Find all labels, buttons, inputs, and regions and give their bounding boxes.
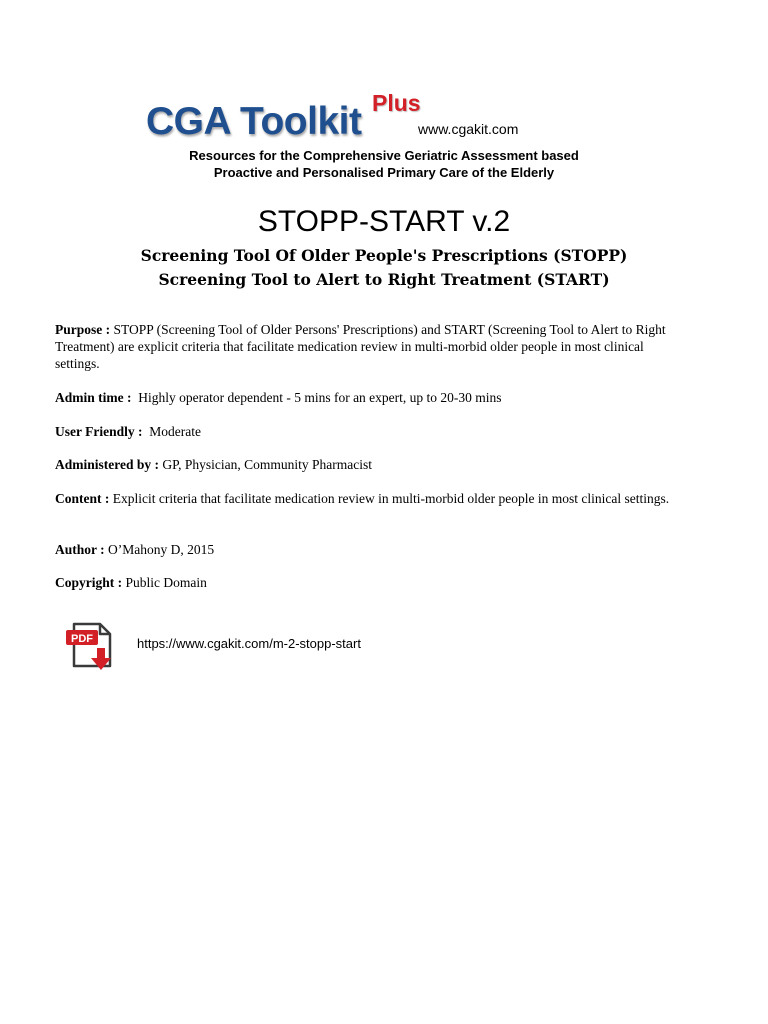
field-admin-time bbox=[55, 389, 685, 406]
website-url[interactable]: www.cgakit.com bbox=[418, 121, 519, 137]
field-copyright-label: Copyright : bbox=[55, 575, 123, 590]
field-purpose-label: Purpose : bbox=[55, 322, 111, 337]
logo-plus: Plus bbox=[372, 90, 421, 116]
field-copyright bbox=[55, 574, 685, 591]
field-purpose-value: STOPP (Screening Tool of Older Persons' Prescriptions) and START (Screening Tool to Alert to Right Treatment) are explicit criteria that facilitate medication review in multi-morbid older people in most clinical settings. bbox=[55, 322, 666, 371]
field-content-label: Content : bbox=[55, 491, 110, 506]
field-author bbox=[55, 541, 685, 558]
subtitle-start: Screening Tool to Alert to Right Treatment (START) bbox=[158, 270, 610, 289]
field-author-value: O’Mahony D, 2015 bbox=[108, 542, 215, 557]
field-content bbox=[55, 490, 685, 507]
field-content-value: Explicit criteria that facilitate medication review in multi-morbid older people in most clinical settings. bbox=[112, 491, 670, 506]
field-user-friendly bbox=[55, 423, 685, 440]
pdf-download-link[interactable]: https://www.cgakit.com/m-2-stopp-start bbox=[137, 636, 361, 651]
field-administered-by-value: GP, Physician, Community Pharmacist bbox=[162, 457, 373, 472]
tagline-line-1: Resources for the Comprehensive Geriatric Assessment based bbox=[189, 148, 579, 163]
field-purpose bbox=[55, 321, 685, 372]
field-copyright-value: Public Domain bbox=[125, 575, 207, 590]
page-title: STOPP-START v.2 bbox=[257, 205, 511, 238]
pdf-download-icon[interactable] bbox=[64, 622, 120, 674]
tagline-line-2: Proactive and Personalised Primary Care of the Elderly bbox=[213, 165, 555, 180]
field-user-friendly-label: User Friendly : bbox=[55, 424, 143, 439]
subtitle-stopp: Screening Tool Of Older People's Prescriptions (STOPP) bbox=[140, 246, 628, 265]
field-administered-by bbox=[55, 456, 685, 473]
field-administered-by-label: Administered by : bbox=[55, 457, 160, 472]
field-user-friendly-value: Moderate bbox=[149, 424, 201, 439]
field-admin-time-value: Highly operator dependent - 5 mins for an expert, up to 20-30 mins bbox=[138, 390, 502, 405]
field-author-label: Author : bbox=[55, 542, 105, 557]
field-admin-time-label: Admin time : bbox=[55, 390, 132, 405]
logo-text: CGA Toolkit bbox=[146, 100, 362, 143]
svg-text:PDF: PDF bbox=[71, 633, 93, 645]
